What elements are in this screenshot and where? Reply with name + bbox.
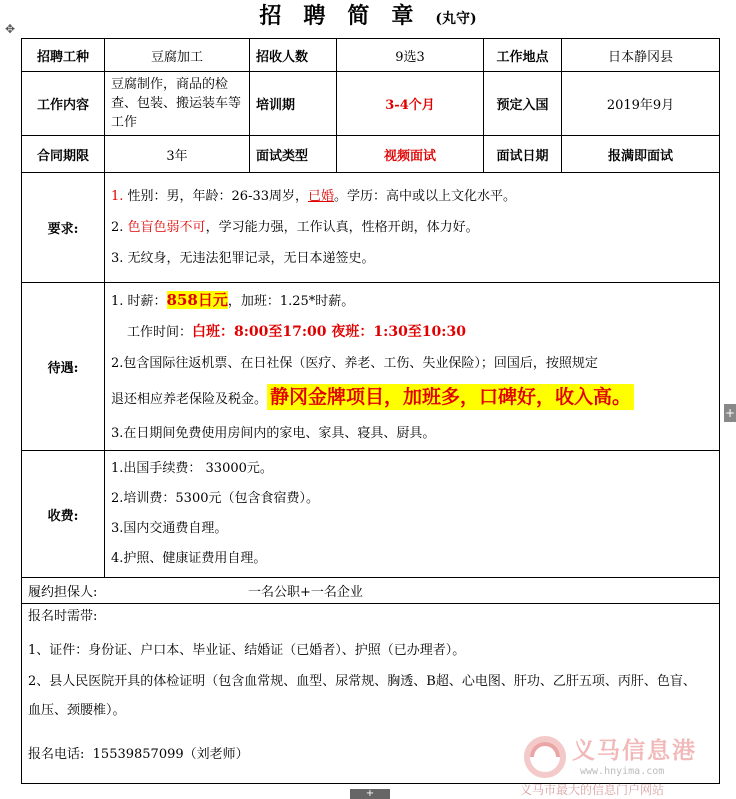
hours-line: 工作时间：白班：8:00至17:00 夜班：1:30至10:30 xyxy=(127,323,466,340)
interview-type-label: 面试类型 xyxy=(250,136,337,173)
entry-date-value: 2019年9月 xyxy=(562,72,720,136)
benefits-label: 待遇: xyxy=(22,283,105,451)
guarantor-label: 履约担保人: xyxy=(28,585,98,600)
benefits-content xyxy=(105,283,720,451)
contract-value: 3年 xyxy=(105,136,250,173)
location-value: 日本静冈县 xyxy=(562,39,720,72)
training-label: 培训期 xyxy=(250,72,337,136)
materials-line-1: 1、证件：身份证、户口本、毕业证、结婚证（已婚者）、护照（已办理者）。 xyxy=(28,643,466,658)
guarantor-row xyxy=(22,578,720,604)
table-row xyxy=(22,451,720,578)
headcount-value: 9选3 xyxy=(337,39,484,72)
watermark-url: www.hnyima.com xyxy=(580,766,665,777)
fee-4: 4.护照、健康证费用自理。 xyxy=(111,551,267,566)
requirement-2: 2. 色盲色弱不可，学习能力强，工作认真，性格开朗，体力好。 xyxy=(111,220,479,235)
guarantor-value: 一名公职+一名企业 xyxy=(248,585,363,600)
housing-line: 3.在日期间免费使用房间内的家电、家具、寝具、厨具。 xyxy=(111,425,436,441)
document-title xyxy=(0,0,736,36)
title-main: 招聘简章 xyxy=(259,3,436,29)
entry-date-label: 预定入国 xyxy=(484,72,562,136)
title-sub: (丸守) xyxy=(435,11,477,27)
interview-type-value: 视频面试 xyxy=(337,136,484,173)
table-row xyxy=(22,72,720,136)
fee-3: 3.国内交通费自理。 xyxy=(111,521,228,536)
table-row xyxy=(22,39,720,72)
interview-date-value: 报满即面试 xyxy=(562,136,720,173)
job-content-label: 工作内容 xyxy=(22,72,105,136)
table-row xyxy=(22,578,720,604)
insurance-line-2: 退还相应养老保险及税金。 静冈金牌项目，加班多，口碑好，收入高。 xyxy=(111,379,713,418)
job-content-value: 豆腐制作，商品的检查、包装、搬运装车等工作 xyxy=(105,72,250,136)
requirements-label: 要求: xyxy=(22,173,105,283)
training-value: 3-4个月 xyxy=(337,72,484,136)
materials-label: 报名时需带: xyxy=(28,609,98,624)
requirement-1: 1. 性别：男，年龄：26-33周岁，已婚。学历：高中或以上文化水平。 xyxy=(111,189,517,204)
wage-value: 858日元 xyxy=(166,290,228,309)
requirement-3: 3. 无纹身，无违法犯罪记录，无日本递签史。 xyxy=(111,251,375,266)
table-row xyxy=(22,173,720,283)
add-row-icon[interactable]: + xyxy=(350,789,390,799)
location-label: 工作地点 xyxy=(484,39,562,72)
watermark-subtitle: 义马市最大的信息门户网站 xyxy=(520,783,665,797)
fee-1: 1.出国手续费： 33000元。 xyxy=(111,461,273,476)
contact-phone: 15539857099（刘老师） xyxy=(92,747,249,762)
fees-content xyxy=(105,451,720,578)
recruitment-table xyxy=(21,38,720,784)
fees-label: 收费: xyxy=(22,451,105,578)
highlight-banner: 静冈金牌项目，加班多，口碑好，收入高。 xyxy=(267,384,634,410)
contact-label: 报名电话: xyxy=(28,747,85,762)
watermark xyxy=(520,732,735,798)
contract-label: 合同期限 xyxy=(22,136,105,173)
move-icon[interactable]: ✥ xyxy=(4,22,16,36)
materials-line-2: 2、县人民医院开具的体检证明（包含血常规、血型、尿常规、胸透、B超、心电图、肝功、乙肝五项、丙肝、色盲、血压、颈腰椎）。 xyxy=(28,674,696,718)
requirements-content xyxy=(105,173,720,283)
wage-line: 1. 时薪：858日元，加班：1.25*时薪。 xyxy=(111,290,355,309)
job-type-label: 招聘工种 xyxy=(22,39,105,72)
job-type-value: 豆腐加工 xyxy=(105,39,250,72)
headcount-label: 招收人数 xyxy=(250,39,337,72)
watermark-logo-icon xyxy=(520,732,570,782)
watermark-text: 义马信息港 xyxy=(572,737,697,764)
fee-2: 2.培训费：5300元（包含食宿费）。 xyxy=(111,491,319,506)
add-column-icon[interactable]: + xyxy=(724,406,736,420)
interview-date-label: 面试日期 xyxy=(484,136,562,173)
table-row xyxy=(22,136,720,173)
table-row xyxy=(22,283,720,451)
insurance-line-1: 2.包含国际往返机票、在日社保（医疗、养老、工伤、失业保险）；回国后，按照规定 xyxy=(111,355,598,371)
